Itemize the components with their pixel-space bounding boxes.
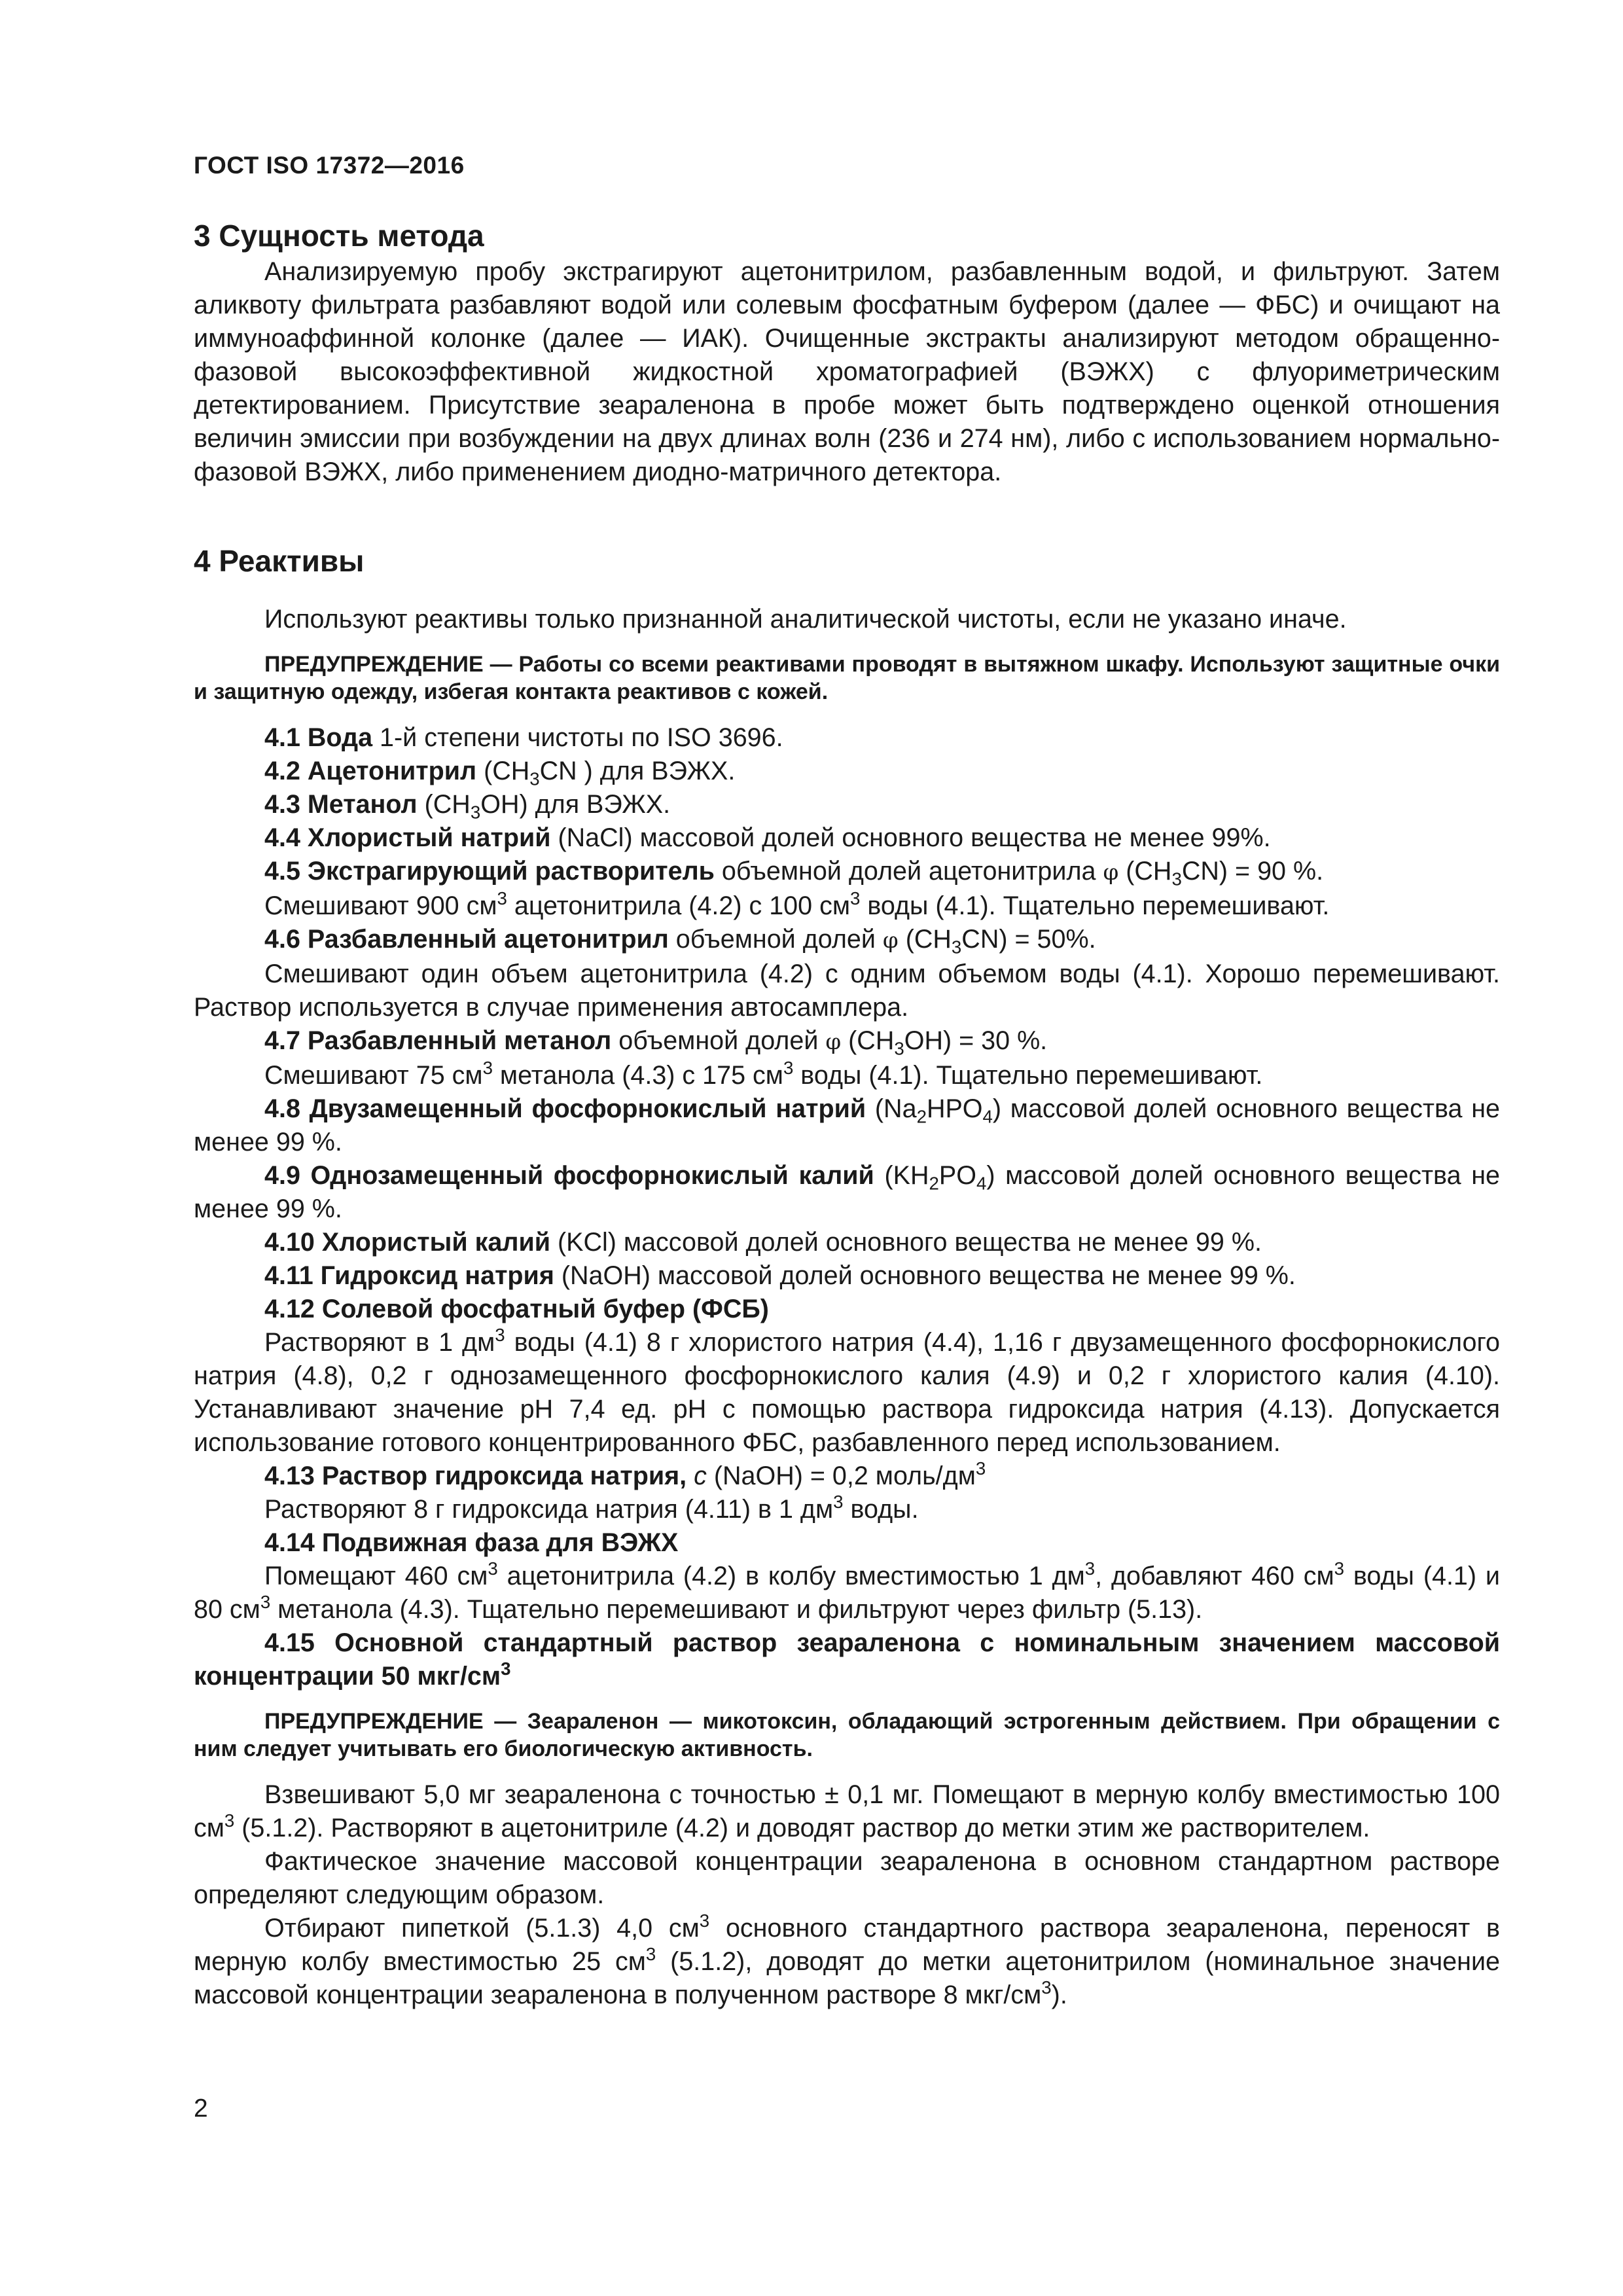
phi-symbol: φ <box>1103 859 1119 886</box>
warning-reagents: ПРЕДУПРЕЖДЕНИЕ — Работы со всеми реактивами проводят в вытяжном шкафу. Используют защитные очки и защитную одежду, избегая контакта реактивов с кожей. <box>194 652 1500 704</box>
section-3-paragraph: Анализируемую пробу экстрагируют ацетонитрилом, разбавленным водой, и фильтруют. Затем аликвоту фильтрата разбавляют водой или солевым фосфатным буфером (далее — ФБС) и очищают на иммуноаффинной колонке (далее — ИАК). Очищенные экстракты анализируют методом обращенно-фазовой высокоэффективной жидкостной хроматографией (ВЭЖХ) с флуориметрическим детектированием. Присутствие зеараленона в пробе может быть подтверждено оценкой отношения величин эмиссии при возбуждении на двух длинах волн (236 и 274 нм), либо с использованием нормально-фазовой ВЭЖХ, либо применением диодно-матричного детектора. <box>194 257 1500 486</box>
item-4-15-text-3: Отбирают пипеткой (5.1.3) 4,0 $см^3$ основного стандартного раствора зеараленона, переносят в мерную колбу вместимостью 25 $см^3$ (5.1.2), доводят до метки ацетонитрилом (номинальное значение массовой концентрации зеараленона в полученном растворе 8 мкг/$см^3$). <box>194 1910 1500 2009</box>
item-4-12-text: Растворяют в 1 $дм^3$ воды (4.1) 8 г хлористого натрия (4.4), 1,16 г двузамещенного фосфорнокислого натрия (4.8), 0,2 г однозамещенного фосфорнокислого калия (4.9) и 0,2 г хлористого калия (4.10). Устанавливают значение pH 7,4 ед. pH с помощью раствора гидроксида натрия (4.13). Допускается использование готового концентрированного ФБС, разбавленного перед использованием. <box>194 1324 1501 1457</box>
page-number: 2 <box>194 2094 208 2123</box>
item-4-15: 4.15 Основной стандартный раствор зеараленона с номинальным значением массовой концентрации 50 мкг/$см^3$ <box>194 1628 1500 1691</box>
item-label: 4.3 Метанол <box>264 790 418 819</box>
item-4-5: 4.5 Экстрагирующий растворитель объемной долей ацетонитрила φ $(CH_3CN) = 90$ %. <box>264 857 1324 889</box>
phi-symbol: φ <box>882 927 899 954</box>
item-label: 4.13 Раствор гидроксида натрия, <box>264 1462 687 1490</box>
item-4-7: 4.7 Разбавленный метанол объемной долей φ $(CH_3OH) = 30$ %. <box>264 1026 1048 1059</box>
section-4-title: 4 Реактивы <box>194 544 365 578</box>
warning-zearalenone: ПРЕДУПРЕЖДЕНИЕ — Зеараленон — микотоксин, обладающий эстрогенным действием. При обращении с ним следует учитывать его биологическую активность. <box>194 1709 1500 1761</box>
item-4-8: 4.8 Двузамещенный фосфорнокислый натрий $(Na_2HPO_4)$ массовой долей основного вещества не менее 99 %. <box>194 1094 1500 1157</box>
item-4-9: 4.9 Однозамещенный фосфорнокислый калий $(KH_2PO_4)$ массовой долей основного вещества не менее 99 %. <box>194 1161 1500 1223</box>
item-label: 4.5 Экстрагирующий растворитель <box>264 857 715 886</box>
item-4-12 <box>194 1293 1500 1326</box>
document-header: ГОСТ ISO 17372—2016 <box>194 152 465 179</box>
item-4-6-text: Смешивают один объем ацетонитрила (4.2) с одним объемом воды (4.1). Хорошо перемешивают. Раствор используется в случае применения автосамплера. <box>194 960 1500 1022</box>
item-label: 4.2 Ацетонитрил <box>264 757 477 785</box>
item-4-15-text-1: Взвешивают 5,0 мг зеараленона с точностью ± 0,1 мг. Помещают в мерную колбу вместимостью 100 $см^3$ (5.1.2). Растворяют в ацетонитриле (4.2) и доводят раствор до метки этим же растворителем. <box>194 1780 1500 1842</box>
item-label: 4.9 Однозамещенный фосфорнокислый калий <box>264 1161 874 1190</box>
item-4-14-text: Помещают 460 $см^3$ ацетонитрила (4.2) в колбу вместимостью 1 $дм^3$, добавляют 460 $см^3$ воды (4.1) и 80 $см^3$ метанола (4.3). Тщательно перемешивают и фильтруют через фильтр (5.13). <box>194 1558 1500 1624</box>
item-4-1: 4.1 Вода 1-й степени чистоты по ISO 3696. <box>264 723 783 752</box>
item-label: 4.10 Хлористый калий <box>264 1228 551 1257</box>
item-4-14 <box>194 1526 1500 1560</box>
item-4-6: 4.6 Разбавленный ацетонитрил объемной долей φ $(CH_3CN) = 50\%$. <box>264 925 1096 958</box>
phi-symbol: φ <box>825 1029 842 1055</box>
section-4-intro: Используют реактивы только признанной аналитической чистоты, если не указано иначе. <box>264 605 1347 634</box>
item-label: 4.12 Солевой фосфатный буфер (ФСБ) <box>264 1295 769 1323</box>
page-content <box>194 216 1500 2012</box>
item-4-7-text: Смешивают 75 $см^3$ метанола (4.3) с 175 $см^3$ воды (4.1). Тщательно перемешивают. <box>264 1057 1263 1090</box>
item-label: 4.14 Подвижная фаза для ВЭЖХ <box>264 1528 679 1557</box>
item-4-4: 4.4 Хлористый натрий (NaCl) массовой долей основного вещества не менее 99%. <box>264 823 1271 852</box>
item-label: 4.4 Хлористый натрий <box>264 823 551 852</box>
item-label: 4.6 Разбавленный ацетонитрил <box>264 925 669 954</box>
item-label: 4.7 Разбавленный метанол <box>264 1026 612 1055</box>
section-3-title: 3 Сущность метода <box>194 219 484 253</box>
item-label: 4.8 Двузамещенный фосфорнокислый натрий <box>264 1094 866 1123</box>
item-label: 4.1 Вода <box>264 723 373 752</box>
item-4-13: 4.13 Раствор гидроксида натрия, c (NaOH) = 0,2 моль/$дм^3$ <box>264 1458 986 1490</box>
item-4-2: 4.2 Ацетонитрил ($CH_3CN$ ) для ВЭЖХ. <box>264 757 736 789</box>
item-4-15-text-2: Фактическое значение массовой концентрации зеараленона в основном стандартном растворе определяют следующим образом. <box>194 1847 1500 1909</box>
item-4-10: 4.10 Хлористый калий (KCl) массовой долей основного вещества не менее 99 %. <box>264 1228 1262 1257</box>
item-label: 4.11 Гидроксид натрия <box>264 1261 554 1290</box>
item-4-11: 4.11 Гидроксид натрия (NaOH) массовой долей основного вещества не менее 99 %. <box>264 1261 1296 1290</box>
item-4-5-text: Смешивают 900 $см^3$ ацетонитрила (4.2) с 100 $см^3$ воды (4.1). Тщательно перемешивают. <box>264 888 1330 920</box>
item-4-3: 4.3 Метанол $(CH_3OH)$ для ВЭЖХ. <box>264 790 671 823</box>
item-4-13-text: Растворяют 8 г гидроксида натрия (4.11) в 1 $дм^3$ воды. <box>264 1491 919 1524</box>
